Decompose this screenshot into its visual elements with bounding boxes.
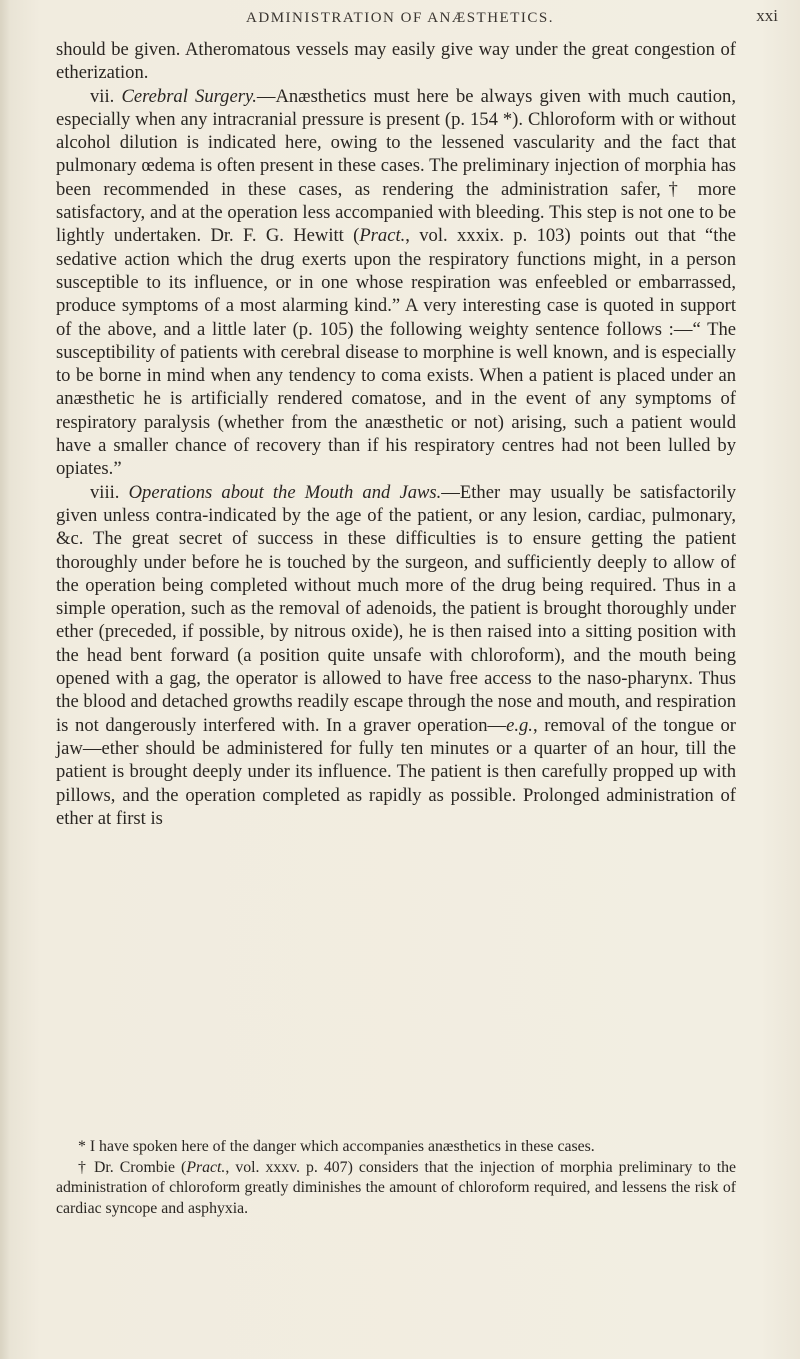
footnote-dagger (56, 1158, 736, 1220)
text-run: should be given. Atheromatous vessels may easily give way under the great congestion of etherization. (56, 39, 736, 84)
paragraph-mouth-and-jaws (56, 481, 736, 830)
page-number: xxi (756, 6, 778, 25)
text-run: , vol. xxxv. p. 407) considers that the injection of morphia preliminary to the administration of chloroform greatly diminishes the amount of chloroform required, and lessens the risk of cardiac syncope and asphyxia. (56, 1158, 736, 1217)
paragraph-cerebral-surgery (56, 85, 736, 481)
italic-text-run: Pract. (359, 225, 406, 247)
italic-text-run: Operations about the Mouth and Jaws. (128, 481, 442, 503)
running-header (0, 4, 800, 34)
paragraph-continuation (56, 38, 736, 85)
text-run: † Dr. Crombie ( (78, 1158, 187, 1176)
text-run: vii. (90, 85, 122, 107)
footnotes (56, 1137, 736, 1219)
italic-text-run: e.g. (506, 714, 533, 736)
body-text (56, 38, 736, 830)
footnote-asterisk (56, 1137, 736, 1158)
text-run: * I have spoken here of the danger which accompanies anæsthetics in these cases. (78, 1138, 595, 1155)
running-title: ADMINISTRATION OF ANÆSTHETICS. (246, 10, 554, 26)
text-run: —Anæsthetics must here be always given with much caution, especially when any intracranial pressure is present (p. 154 *). Chloroform with or without alcohol dilution is indicated here, owing to the lessened vascularity and the fact that pulmonary œdema is often present in these cases. The preliminary injection of morphia has been recommended in these cases, as rendering the administration safer,† more satisfactory, and at the operation less accompanied with bleeding. This step is not one to be lightly undertaken. Dr. F. G. Hewitt ( (56, 85, 736, 247)
text-run: —Ether may usually be satisfactorily given unless contra-indicated by the age of the patient, or any lesion, cardiac, pulmonary, &c. The great secret of success in these difficulties is to ensure getting the patient thoroughly under before he is touched by the surgeon, and sufficiently deeply to allow of the operation being completed without much more of the drug being required. Thus in a simple operation, such as the removal of adenoids, the patient is brought thoroughly under ether (preceded, if possible, by nitrous oxide), he is then raised into a sitting position with the head bent forward (a position quite unsafe with chloroform), and the mouth being opened with a gag, the operator is allowed to have free access to the naso-pharynx. Thus the blood and detached growths readily escape through the nose and mouth, and respiration is not dangerously interfered with. In a graver operation— (56, 481, 737, 736)
text-run: , vol. xxxix. p. 103) points out that “the sedative action which the drug exerts upon the respiratory functions might, in a person susceptible to its influence, or in one whose respiration was enfeebled or embarrassed, produce symptoms of a most alarming kind.” A very interesting case is quoted in support of the above, and a little later (p. 105) the following weighty sentence follows :—“ The susceptibility of patients with cerebral disease to morphine is well known, and is especially to be borne in mind when any tendency to coma exists. When a patient is placed under an anæsthetic he is artificially rendered comatose, and in the event of any symptoms of respiratory paralysis (whether from the anæsthetic or not) arising, such a patient would have a smaller chance of recovery than if his respiratory centres had not been lulled by opiates.” (56, 225, 736, 480)
italic-text-run: Cerebral Surgery. (121, 85, 257, 107)
italic-text-run: Pract. (186, 1158, 226, 1176)
text-run: viii. (90, 481, 129, 503)
text-run: , removal of the tongue or jaw—ether should be administered for fully ten minutes or a quarter of an hour, till the patient is brought deeply under its influence. The patient is then carefully propped up with pillows, and the operation completed as rapidly as possible. Prolonged administration of ether at first is (56, 714, 736, 829)
page-gutter-shadow (0, 0, 10, 1359)
